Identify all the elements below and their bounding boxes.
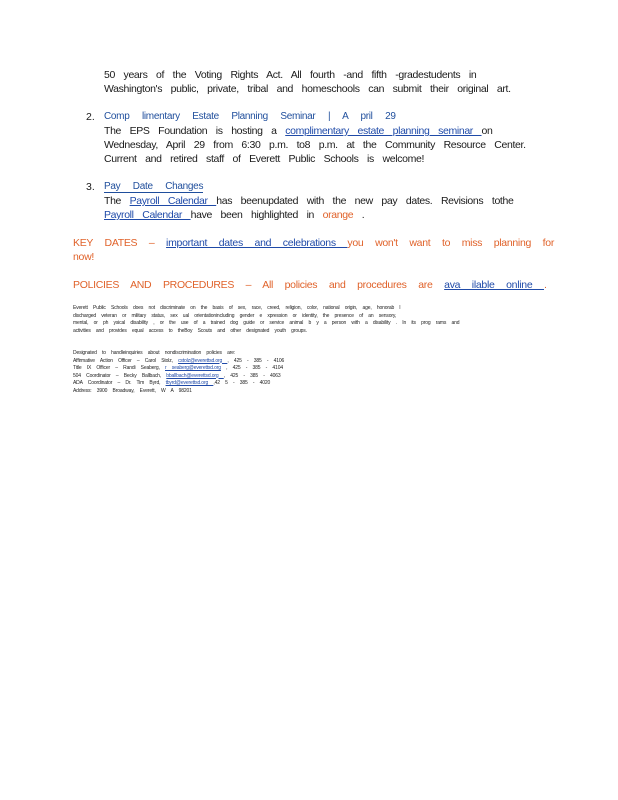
item-3-number: 3. [86, 181, 95, 193]
contact-phone: , 425 - 385 - 4063 [223, 372, 281, 379]
item-2-line-3: Current and retired staff of Everett Public Schools is welcome! [104, 153, 425, 165]
item-2-heading: Comp limentary Estate Planning Seminar | A pril 29 [104, 111, 396, 122]
key-dates-label: KEY DATES – [73, 237, 167, 249]
address-row [73, 388, 533, 396]
contact-text: 504 Coordinator – Becky Ballbach, [73, 372, 167, 379]
key-dates-block [73, 236, 555, 264]
item-2-line1-text: The EPS Foundation is hosting a [104, 125, 286, 137]
contact-row [73, 373, 533, 381]
intro-line-2: Washington's public, private, tribal and homeschools can submit their original art. [104, 83, 511, 95]
seminar-link[interactable]: complimentary estate planning seminar [285, 125, 482, 137]
policies-online-link[interactable]: ava ilable online [444, 279, 544, 291]
nondiscrimination-line-1: Everett Public Schools does not discriminate on the basis of sex, race, creed, religion, color, national origin, age, honorab l [73, 305, 401, 311]
contacts-intro: Designated to handleinquiries about nondiscrimination policies are: [73, 350, 236, 356]
address-text: Address: 3900 Broadway, Everett, W A 98201 [73, 387, 192, 394]
contact-text: Affirmative Action Officer – Carol Stolz, [73, 357, 179, 364]
key-dates-line-2: now! [73, 251, 94, 263]
intro-line-1: 50 years of the Voting Rights Act. All fourth -and fifth -gradestudents in [104, 69, 477, 81]
item-3-block [104, 180, 534, 222]
intro-paragraph [104, 68, 534, 96]
policies-label: POLICIES AND PROCEDURES – All policies and procedures are [73, 279, 445, 291]
item-3-line1-end: has beenupdated with the new pay dates. Revisions tothe [216, 195, 514, 207]
contact-row [73, 380, 533, 388]
item-2-line-2: Wednesday, April 29 from 6:30 p.m. to8 p.m. at the Community Resource Center. [104, 139, 526, 151]
policies-block [73, 278, 547, 292]
item-2-line1-end: on [481, 125, 493, 137]
contact-phone: , 425 - 385 - 4104 [220, 365, 283, 371]
item-3-heading [104, 180, 534, 194]
contact-row [73, 358, 533, 366]
contact-text: ADA Coordinator – Dr. Tim Byrd, [73, 380, 166, 386]
key-dates-text: you won't want to miss planning for [347, 237, 555, 249]
contact-email-link[interactable]: cstolz@everettsd.org [178, 357, 228, 364]
item-2-number: 2. [86, 111, 95, 123]
nondiscrimination-line-4: activities and provides equal access to theBoy Scouts and other designated youth groups. [73, 327, 307, 334]
nondiscrimination-statement [73, 305, 533, 335]
nondiscrimination-line-2: discharged veteran or military status, sex ual orientationincluding gender e xpression or identity, the presence of an sensory, [73, 312, 397, 319]
contacts-block [73, 350, 533, 395]
nondiscrimination-line-3: mental, or ph ysical disability , or the use of a trained dog guide or service animal b y a person with a disability . In its prog rams and [73, 320, 460, 326]
item-3-line1-text: The [104, 195, 130, 207]
key-dates-link[interactable]: important dates and celebrations [166, 237, 348, 249]
item-3-line2-text: have been highlighted in [190, 209, 323, 221]
item-3-line2-end: . [353, 209, 365, 221]
contact-row [73, 365, 533, 373]
orange-word: orange [322, 209, 354, 221]
item-2-block [104, 110, 534, 166]
item-3-heading-text: Pay Date Changes [104, 181, 204, 192]
contact-email-link[interactable]: tbyrd@everettsd.org [165, 380, 214, 386]
payroll-calendar-link-1[interactable]: Payroll Calendar [129, 195, 217, 207]
contact-text: Title IX Officer – Randi Seaberg, [73, 365, 165, 371]
contact-phone: , 425 - 385 - 4106 [227, 357, 285, 364]
policies-end: . [543, 279, 547, 291]
payroll-calendar-link-2[interactable]: Payroll Calendar [104, 209, 191, 221]
contact-phone: ,42 5 - 385 - 4020 [213, 380, 271, 386]
contact-email-link[interactable]: bballbach@everettsd.org [166, 372, 224, 379]
contact-email-link[interactable]: r seaberg@everettsd.org [165, 365, 221, 371]
